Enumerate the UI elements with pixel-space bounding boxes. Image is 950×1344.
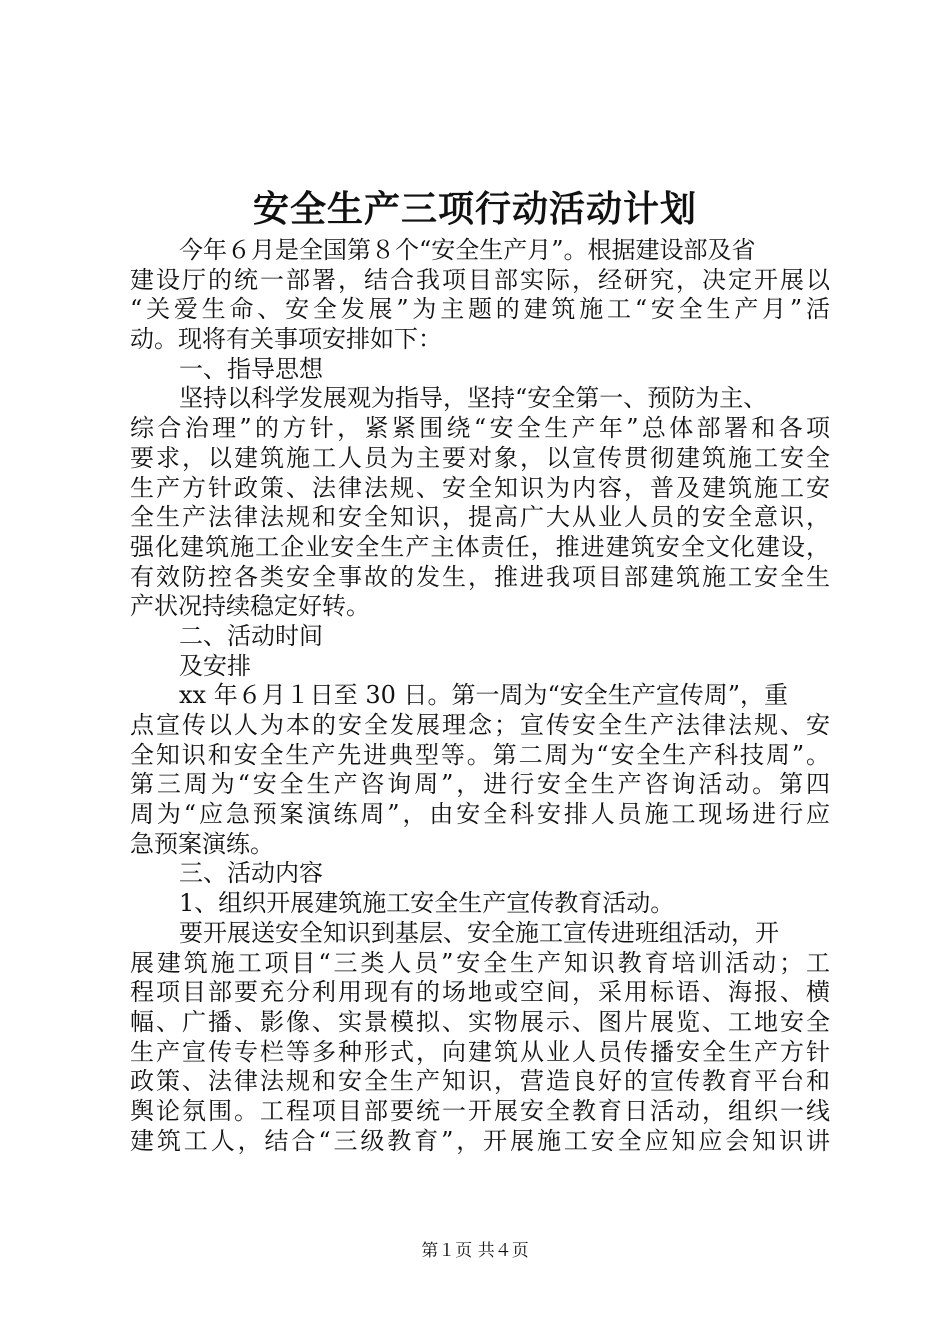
paragraph-line: 全知识和安全生产先进典型等。第二周为“安全生产科技周”。 [130, 740, 830, 769]
paragraph-line: 第三周为“安全生产咨询周”，进行安全生产咨询活动。第四 [130, 770, 830, 799]
section-heading: 一、指导思想 [179, 354, 323, 383]
page-number-footer: 第１页 共４页 [421, 1241, 529, 1261]
section-heading: 二、活动时间 [179, 621, 323, 650]
subsection-heading: 1、组织开展建筑施工安全生产宣传教育活动。 [179, 889, 675, 918]
paragraph-line: 今年６月是全国第８个“安全生产月”。根据建设部及省 [179, 236, 756, 264]
paragraph-line: 动。现将有关事项安排如下： [130, 325, 442, 354]
document-title: 安全生产三项行动活动计划 [252, 189, 697, 230]
section-heading: 三、活动内容 [179, 859, 323, 888]
paragraph-line: 幅、广播、影像、实景模拟、实物展示、图片展览、工地安全 [130, 1007, 830, 1036]
paragraph-line: 有效防控各类安全事故的发生，推进我项目部建筑施工安全生 [130, 562, 830, 591]
paragraph-line: 生产方针政策、法律法规、安全知识为内容，普及建筑施工安 [130, 473, 830, 502]
paragraph-line: 舆论氛围。工程项目部要统一开展安全教育日活动，组织一线 [130, 1096, 830, 1125]
paragraph-line: 产状况持续稳定好转。 [130, 592, 370, 621]
paragraph-line: 建筑工人，结合“三级教育”，开展施工安全应知应会知识讲 [130, 1126, 830, 1155]
paragraph-line: 程项目部要充分利用现有的场地或空间，采用标语、海报、横 [130, 978, 830, 1007]
paragraph-line: 要求，以建筑施工人员为主要对象，以宣传贯彻建筑施工安全 [130, 443, 830, 472]
section-heading: 及安排 [179, 651, 251, 680]
paragraph-line: 急预案演练。 [130, 829, 274, 858]
paragraph-line: xx 年６月１日至 30 日。第一周为“安全生产宣传周”，重 [179, 681, 789, 710]
paragraph-line: 生产宣传专栏等多种形式，向建筑从业人员传播安全生产方针 [130, 1037, 830, 1066]
paragraph-line: 要开展送安全知识到基层、安全施工宣传进班组活动，开 [179, 918, 779, 947]
document-body [130, 236, 830, 1156]
paragraph-line: 建设厅的统一部署，结合我项目部实际，经研究，决定开展以 [130, 265, 830, 294]
paragraph-line: 坚持以科学发展观为指导，坚持“安全第一、预防为主、 [179, 384, 768, 413]
paragraph-line: 展建筑施工项目“三类人员”安全生产知识教育培训活动；工 [130, 948, 830, 977]
paragraph-line: 周为“应急预案演练周”，由安全科安排人员施工现场进行应 [130, 800, 830, 829]
paragraph-line: 政策、法律法规和安全生产知识，营造良好的宣传教育平台和 [130, 1067, 830, 1096]
paragraph-line: “关爱生命、安全发展”为主题的建筑施工“安全生产月”活 [130, 295, 830, 324]
paragraph-line: 综合治理”的方针，紧紧围绕“安全生产年”总体部署和各项 [130, 414, 830, 443]
paragraph-line: 点宣传以人为本的安全发展理念；宣传安全生产法律法规、安 [130, 711, 830, 739]
paragraph-line: 全生产法律法规和安全知识，提高广大从业人员的安全意识， [130, 503, 830, 532]
paragraph-line: 强化建筑施工企业安全生产主体责任，推进建筑安全文化建设， [130, 532, 830, 561]
